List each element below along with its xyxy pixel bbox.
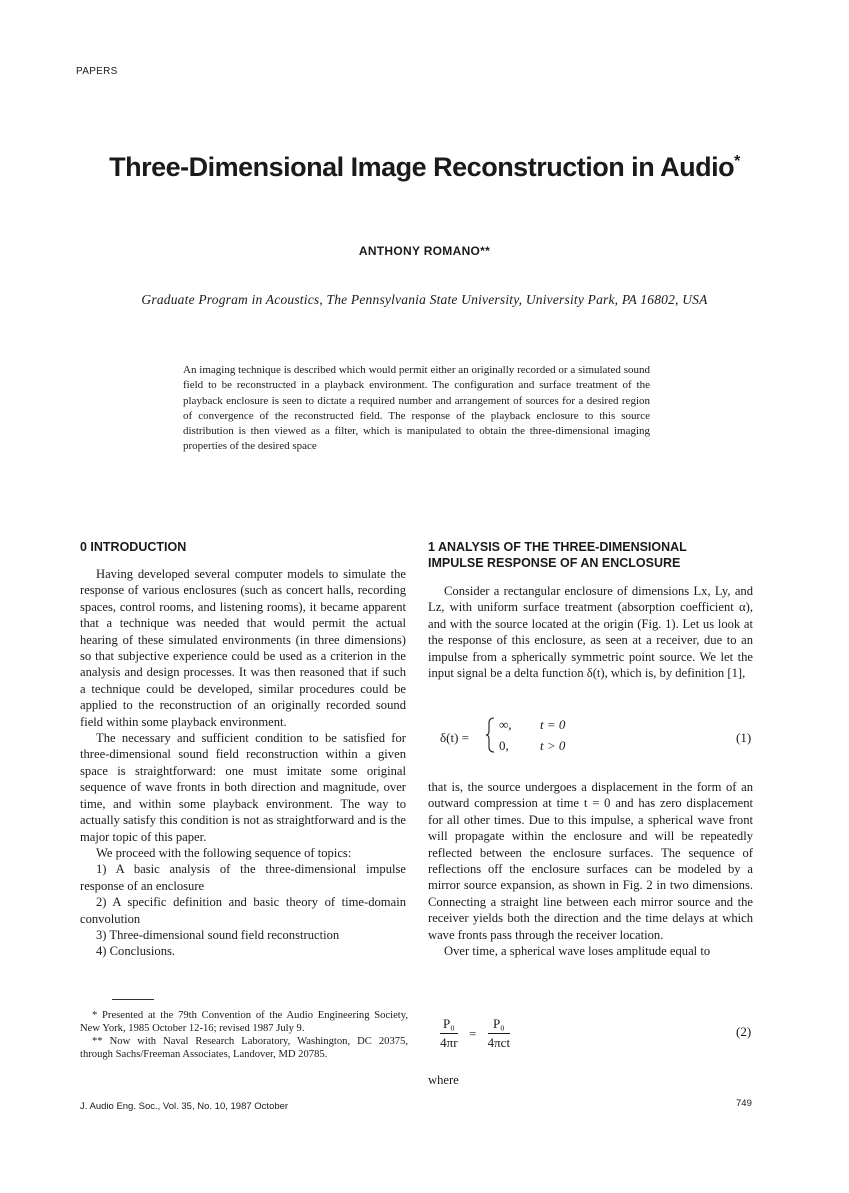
equation-1-lhs: δ(t) = <box>440 730 469 745</box>
equation-2-denominator-right: 4πct <box>487 1035 511 1050</box>
section-1-paragraph: Consider a rectangular enclosure of dimensions Lx, Ly, and Lz, with uniform surface treatment (absorption coefficient α), and with the source located at the origin (Fig. 1). Let us look at the response of this enclosure, as seen at a receiver, due to an impulse from a spherically symmetric point source. We let the input signal be a delta function δ(t), which is, by definition [1], <box>428 584 753 681</box>
equation-2-fraction-right <box>488 1016 510 1051</box>
topic-list-item: 4) Conclusions. <box>96 944 176 959</box>
abstract: An imaging technique is described which would permit either an originally recorded or a simulated sound field to be reconstructed in a playback environment. The configuration and surface treatment of the playback enclosure is seen to dictate a required number and arrangement of sources for a desired region of convergence of the reconstructed field. The response of the playback enclosure to this source distribution is then viewed as a filter, which is manipulated to obtain the three-dimensional imaging properties of the desired space <box>183 364 650 453</box>
section-1-paragraph: where <box>428 1073 459 1087</box>
footnote-2: ** Now with Naval Research Laboratory, Washington, DC 20375, through Sachs/Freeman Associates, Landover, MD 20785. <box>80 1036 408 1060</box>
journal-citation: J. Audio Eng. Soc., Vol. 35, No. 10, 1987 October <box>80 1101 289 1112</box>
section-0-heading: 0 INTRODUCTION <box>80 540 187 554</box>
section-1-heading <box>428 539 758 571</box>
equation-2-numerator-left: P₀ <box>440 1016 458 1034</box>
equation-2-equals: = <box>469 1025 477 1041</box>
footnote-divider <box>112 999 154 1000</box>
section-1-paragraph-4 <box>428 1072 753 1088</box>
topic-list-item: 3) Three-dimensional sound field reconstruction <box>96 927 340 942</box>
paper-title-text: Three-Dimensional Image Reconstruction in Audio <box>109 152 735 182</box>
equation-2-fraction-left <box>440 1016 458 1051</box>
equation-2-numerator-right: P₀ <box>488 1016 510 1034</box>
footnote-1: * Presented at the 79th Convention of the Audio Engineering Society, New York, 1985 October 12-16; revised 1987 July 9. <box>80 1010 408 1034</box>
footnotes <box>80 1009 408 1061</box>
equation-1-brace <box>485 717 495 753</box>
equation-1-number: (1) <box>736 730 752 745</box>
section-1-heading-line-2: IMPULSE RESPONSE OF AN ENCLOSURE <box>428 556 681 570</box>
equation-1-case-1-value: ∞, <box>499 717 512 732</box>
equation-2 <box>440 1016 510 1051</box>
section-1-paragraph-2 <box>428 779 753 959</box>
topic-list-item: 1) A basic analysis of the three-dimensional impulse response of an enclosure <box>80 862 406 893</box>
page-number: 749 <box>736 1098 752 1109</box>
topic-list-item: 2) A specific definition and basic theory of time-domain convolution <box>80 895 406 926</box>
section-0-body <box>80 566 406 960</box>
section-label: PAPERS <box>76 66 118 77</box>
section-1-paragraph: that is, the source undergoes a displacement in the form of an outward compression at time t = 0 and has zero displacement for all other times. Due to this impulse, a spherical wave front will propagate within the enclosure and will be repeatedly reflected between the enclosure surfaces. The sequence of reflections off the enclosure surfaces can be modeled by a mirror source expansion, as shown in Fig. 2 in two dimensions. Connecting a straight line between each mirror source and the receiver yields both the direction and the time delays at which wave fronts pass through the receiver location. <box>428 780 753 942</box>
author-affiliation: Graduate Program in Acoustics, The Pennsylvania State University, University Park, PA 16802, USA <box>141 292 708 307</box>
section-1-paragraph: Over time, a spherical wave loses amplitude equal to <box>444 944 711 959</box>
section-1-heading-line-1: 1 ANALYSIS OF THE THREE-DIMENSIONAL <box>428 540 687 554</box>
author-name: ANTHONY ROMANO** <box>358 244 491 258</box>
equation-2-denominator-left: 4πr <box>440 1035 458 1050</box>
equation-1-case-2-condition: t > 0 <box>540 738 566 753</box>
section-0-paragraph: The necessary and sufficient condition to be satisfied for three-dimensional sound field reconstruction within a given space is straightforward: one must imitate some original sequence of wave fronts in both direction and magnitude, over time, and within some playback environment. The way to actually satisfy this condition is not as straightforward and is the major topic of this paper. <box>80 731 406 844</box>
equation-1-case-2-value: 0, <box>499 738 509 753</box>
title-footnote-marker: * <box>734 153 740 170</box>
section-0-paragraph: Having developed several computer models to simulate the response of various enclosures (such as concert halls, recording spaces, control rooms, and listening rooms), it became apparent that a technique was needed that would permit the actual hearing of these simulated environments (in three dimensions) so that subjective experience could be used as a criterion in the analysis and design processes. It was then reasoned that if such a technique could be developed, similar procedures could be applied to the reconstruction of an originally recorded sound field within some playback environment. <box>80 567 406 729</box>
section-0-paragraph: We proceed with the following sequence of topics: <box>96 845 352 860</box>
section-1-paragraph-1 <box>428 583 753 681</box>
equation-2-number: (2) <box>736 1024 752 1039</box>
paper-title <box>0 152 849 183</box>
equation-1-case-1-condition: t = 0 <box>540 717 566 732</box>
